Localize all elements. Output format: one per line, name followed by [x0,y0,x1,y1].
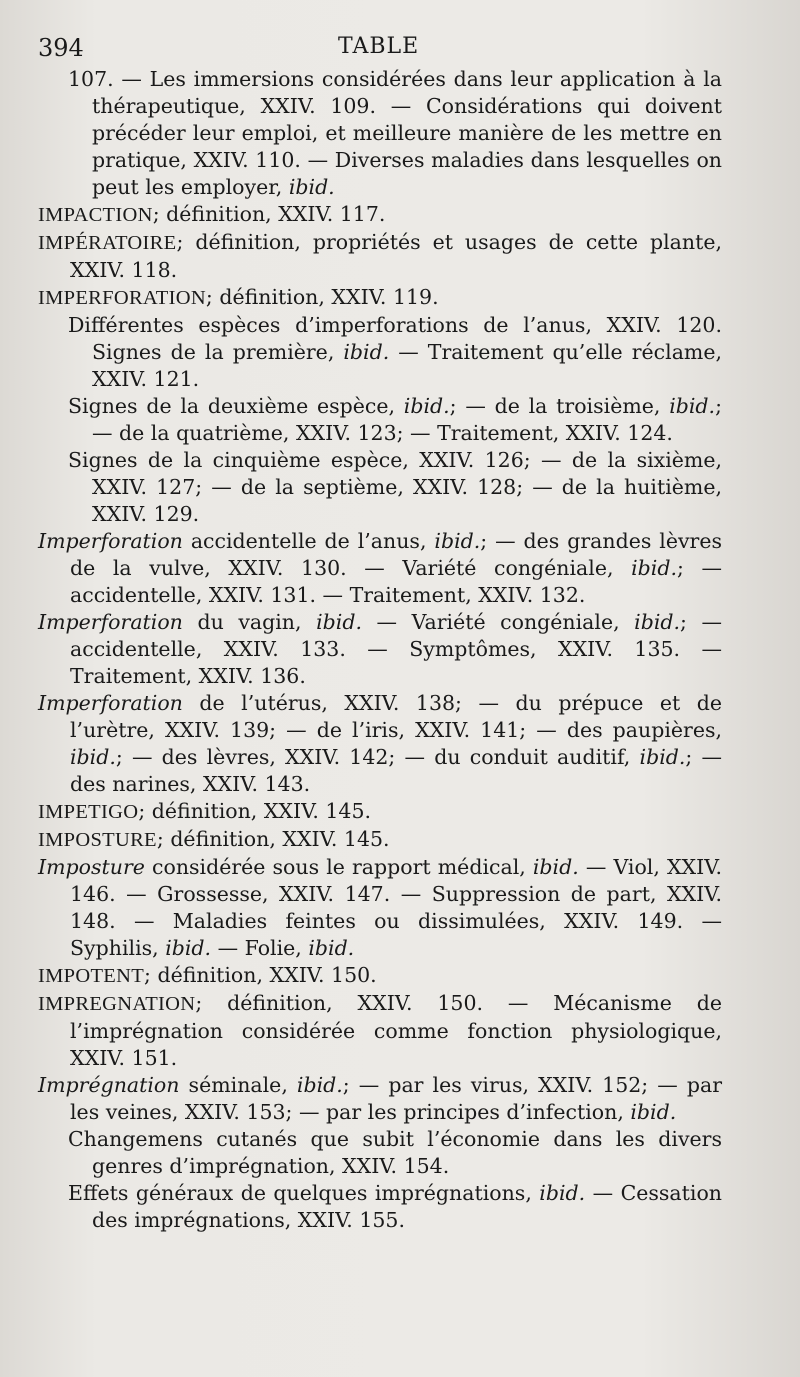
entry-text: ; définition, XXIV. 150. [144,963,377,987]
italic-text: Imperforation [38,610,183,634]
italic-text: ibid. [165,936,212,960]
italic-text: Imposture [38,855,145,879]
italic-text: ibid. [288,175,335,199]
entry-text: ; — des lèvres, XXIV. 142; — du conduit auditif, [115,745,640,769]
entry-text: ; — par les virus, XXIV. 152; — par les veines, XXIV. 153; — par les principes d’infection, [70,1073,722,1124]
italic-text: ibid. [539,1181,586,1205]
entry-text: — Folie, [211,936,309,960]
index-entry [38,201,722,229]
italic-text: ibid. [343,340,390,364]
entry-text: ; définition, XXIV. 117. [152,202,386,226]
index-entry [38,447,722,528]
entry-text: ; définition, XXIV. 145. [138,799,372,823]
index-entry [38,690,722,798]
italic-text: Imperforation [38,691,183,715]
index-entry [38,393,722,447]
entry-text: ; définition, propriétés et usages de cette plante, XXIV. 118. [70,230,722,282]
entry-text: Différentes espèces d’imperforations de l’anus, XXIV. 120. Signes de la première, [68,313,722,364]
entry-text: considérée sous le rapport médical, [144,855,533,879]
entry-text: Changemens cutanés que subit l’économie dans les divers genres d’imprégnation, XXIV. 154. [68,1127,722,1178]
entry-text: séminale, [179,1073,297,1097]
entry-text: 107. — Les immersions considérées dans leur application à la thérapeutique, XXIV. 109. — Considérations qui doivent précéder leur emploi, et meilleure manière de les mettre en pratique, XXIV. 110. — Diverses maladies dans lesquelles on peut les employer, [68,67,722,199]
entry-text: de l’utérus, XXIV. 138; — du prépuce et de l’urètre, XXIV. 139; — de l’iris, XXIV. 141; — des paupières, [70,691,722,742]
entry-text: — Cessation des imprégnations, XXIV. 155. [92,1181,722,1232]
entry-text: ; — de la troisième, [449,394,670,418]
italic-text: ibid. [70,745,116,769]
italic-text: ibid. [669,394,716,418]
entry-text: Signes de la deuxième espèce, [68,394,404,418]
entry-text: du vagin, [182,610,317,634]
italic-text: ibid. [403,394,450,418]
entry-text: — Traitement qu’elle réclame, XXIV. 121. [92,340,722,391]
entry-headword: IMPÉRATOIRE [38,232,177,254]
entry-text: ; définition, XXIV. 145. [156,827,390,851]
index-entry [38,962,722,990]
index-entry [38,1126,722,1180]
italic-text: ibid. [631,556,677,580]
italic-text: ibid. [630,1100,677,1124]
entry-text: accidentelle de l’anus, [182,529,435,553]
italic-text: ibid. [316,610,362,634]
entry-text: Signes de la cinquième espèce, XXIV. 126; — de la sixième, XXIV. 127; — de la septième, XXIV. 128; — de la huitième, XXIV. 129. [68,448,722,526]
index-entry [38,826,722,854]
index-entry [38,1180,722,1234]
index-entry [38,229,722,284]
entry-text: — Viol, XXIV. 146. — Grossesse, XXIV. 147. — Suppression de part, XXIV. 148. — Maladies feintes ou dissimulées, XXIV. 149. — Syphilis, [70,855,722,960]
entry-headword: IMPOSTURE [38,829,157,851]
running-title: TABLE [338,34,420,59]
italic-text: Imperforation [38,529,183,553]
italic-text: ibid. [308,936,355,960]
page-number: 394 [38,34,84,62]
entry-text: ; — de la quatrième, XXIV. 123; — Traitement, XXIV. 124. [92,394,722,445]
index-entry [38,609,722,690]
index-entry [38,528,722,609]
entry-text: Effets généraux de quelques imprégnations, [68,1181,540,1205]
italic-text: Imprégnation [38,1073,180,1097]
index-entry [38,798,722,826]
entry-headword: IMPREGNATION [38,993,196,1015]
entry-headword: IMPACTION [38,204,153,226]
index-entry [38,312,722,393]
index-entry [38,66,722,201]
page-header [38,34,760,64]
italic-text: ibid. [634,610,681,634]
entry-text: ; — des narines, XXIV. 143. [70,745,722,796]
italic-text: ibid. [296,1073,343,1097]
entry-headword: IMPETIGO [38,801,139,823]
entry-text: — Variété congéniale, [361,610,635,634]
entry-text: ; — accidentelle, XXIV. 133. — Symptômes, XXIV. 135. — Traitement, XXIV. 136. [70,610,722,688]
entry-headword: IMPERFORATION [38,287,206,309]
italic-text: ibid. [639,745,686,769]
italic-text: ibid. [532,855,579,879]
index-entry [38,854,722,962]
entry-text: ; définition, XXIV. 150. — Mécanisme de l’imprégnation considérée comme fonction physiologique, XXIV. 151. [70,991,722,1070]
entry-text: ; — accidentelle, XXIV. 131. — Traitement, XXIV. 132. [70,556,722,607]
index-entry [38,1072,722,1126]
index-entries [38,66,722,1234]
entry-text: ; définition, XXIV. 119. [205,285,439,309]
index-entry [38,284,722,312]
index-entry [38,990,722,1072]
italic-text: ibid. [434,529,481,553]
entry-text: ; — des grandes lèvres de la vulve, XXIV. 130. — Variété congéniale, [70,529,723,580]
entry-headword: IMPOTENT [38,965,145,987]
